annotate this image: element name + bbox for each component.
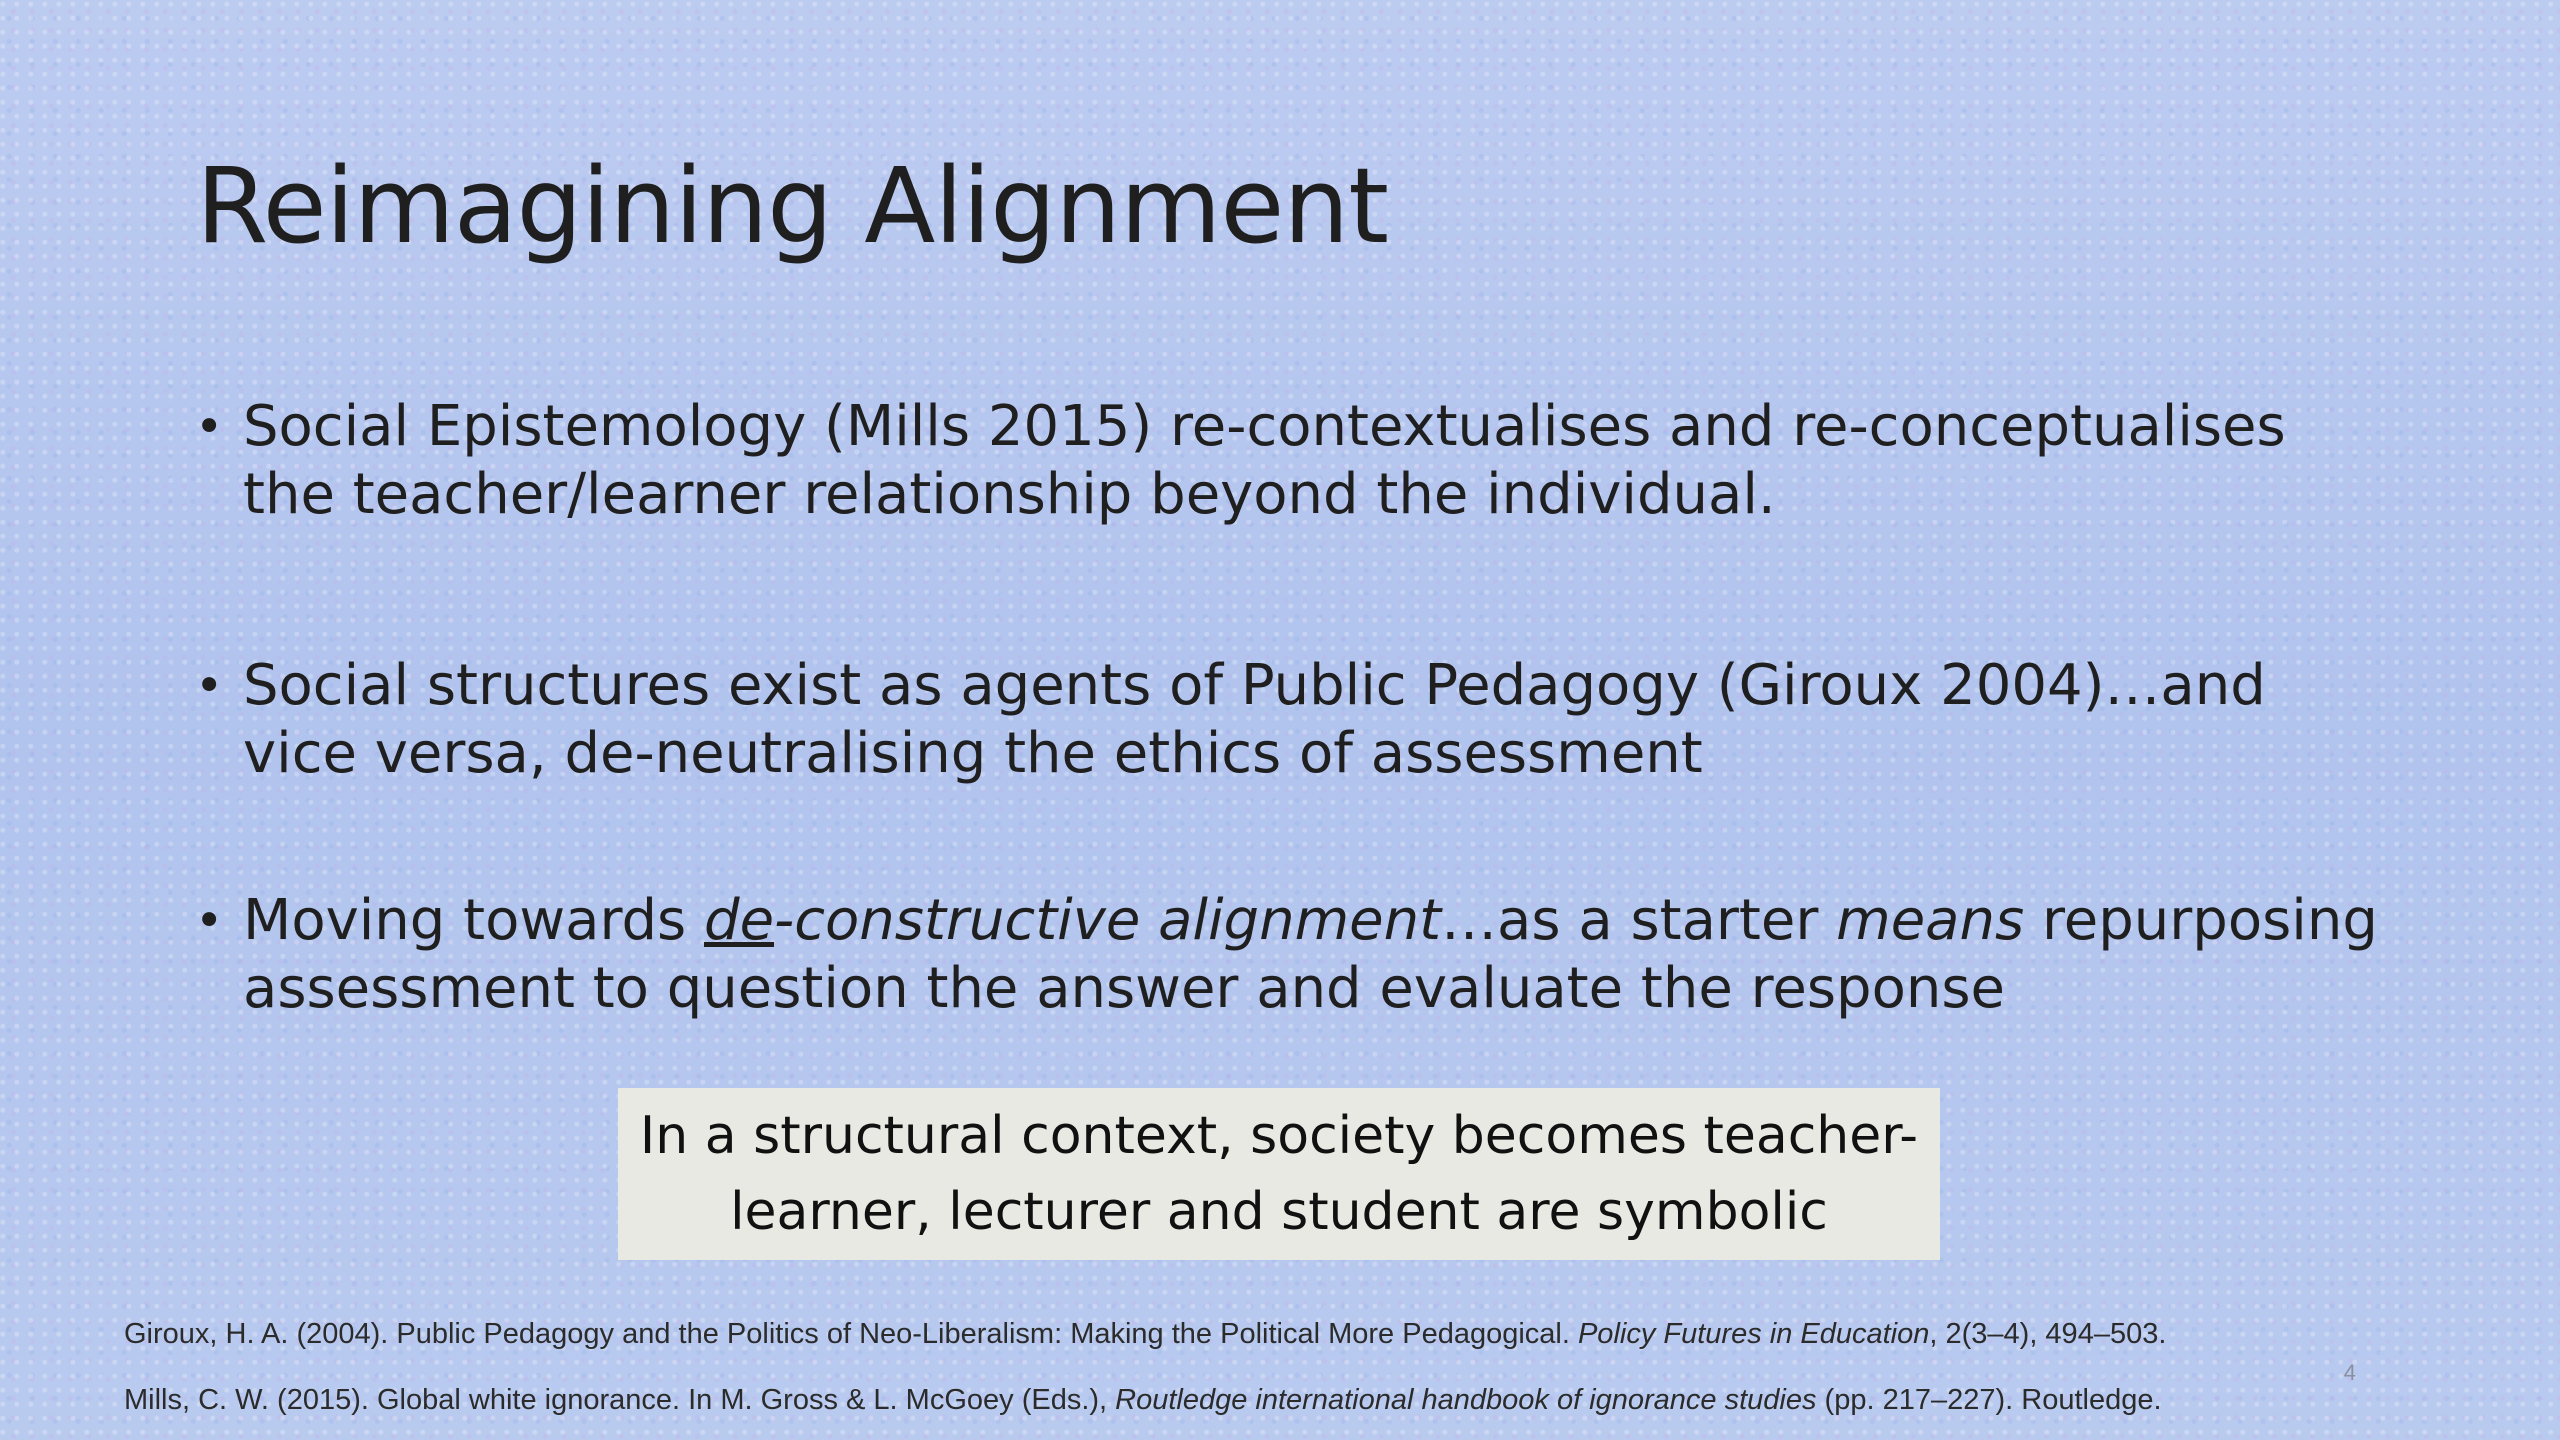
bullet-text: Social Epistemology (Mills 2015) re-contextualises and re-conceptualises the teacher/learner relationship beyond the individual. [243, 394, 2286, 527]
bullet-text [243, 887, 2395, 1023]
reference-text: Mills, C. W. (2015). Global white ignorance. In M. Gross & L. McGoey (Eds.), [124, 1384, 1116, 1416]
reference-journal: Policy Futures in Education [1577, 1318, 1930, 1350]
callout-box [618, 1088, 1940, 1260]
reference-book: Routledge international handbook of ignorance studies [1115, 1384, 1817, 1416]
bullet-icon: • [195, 893, 224, 949]
bullet-text-segment: …as a starter [1441, 888, 1837, 953]
callout-line: In a structural context, society becomes teacher- [639, 1106, 1919, 1166]
bullet-text-segment: Moving towards [243, 888, 705, 953]
bullet-text: Social structures exist as agents of Public Pedagogy (Giroux 2004)…and vice versa, de-neutralising the ethics of assessment [243, 653, 2266, 786]
bullet-icon: • [195, 399, 224, 455]
page-number: 4 [2343, 1360, 2356, 1385]
reference-text: , 2(3–4), 494–503. [1929, 1318, 2167, 1350]
reference-giroux [124, 1318, 2166, 1351]
emphasis-text: means [1836, 888, 2025, 953]
bullet-item [195, 652, 2395, 788]
reference-text: (pp. 217–227). Routledge. [1816, 1384, 2162, 1416]
callout-text [640, 1098, 1918, 1250]
bullet-text-segment: repurposing assessment to question the answer and evaluate the response [243, 888, 2378, 1021]
slide-title: Reimagining Alignment [196, 145, 1389, 267]
emphasis-underlined: de [704, 888, 775, 953]
bullet-item [195, 393, 2395, 529]
reference-text: Giroux, H. A. (2004). Public Pedagogy and the Politics of Neo-Liberalism: Making the Political More Pedagogical. [124, 1318, 1578, 1350]
bullet-icon: • [195, 658, 224, 714]
callout-line: learner, lecturer and student are symbolic [730, 1182, 1828, 1242]
emphasis-text: -constructive alignment [774, 888, 1442, 953]
bullet-item [195, 887, 2395, 1023]
reference-mills [124, 1384, 2162, 1417]
